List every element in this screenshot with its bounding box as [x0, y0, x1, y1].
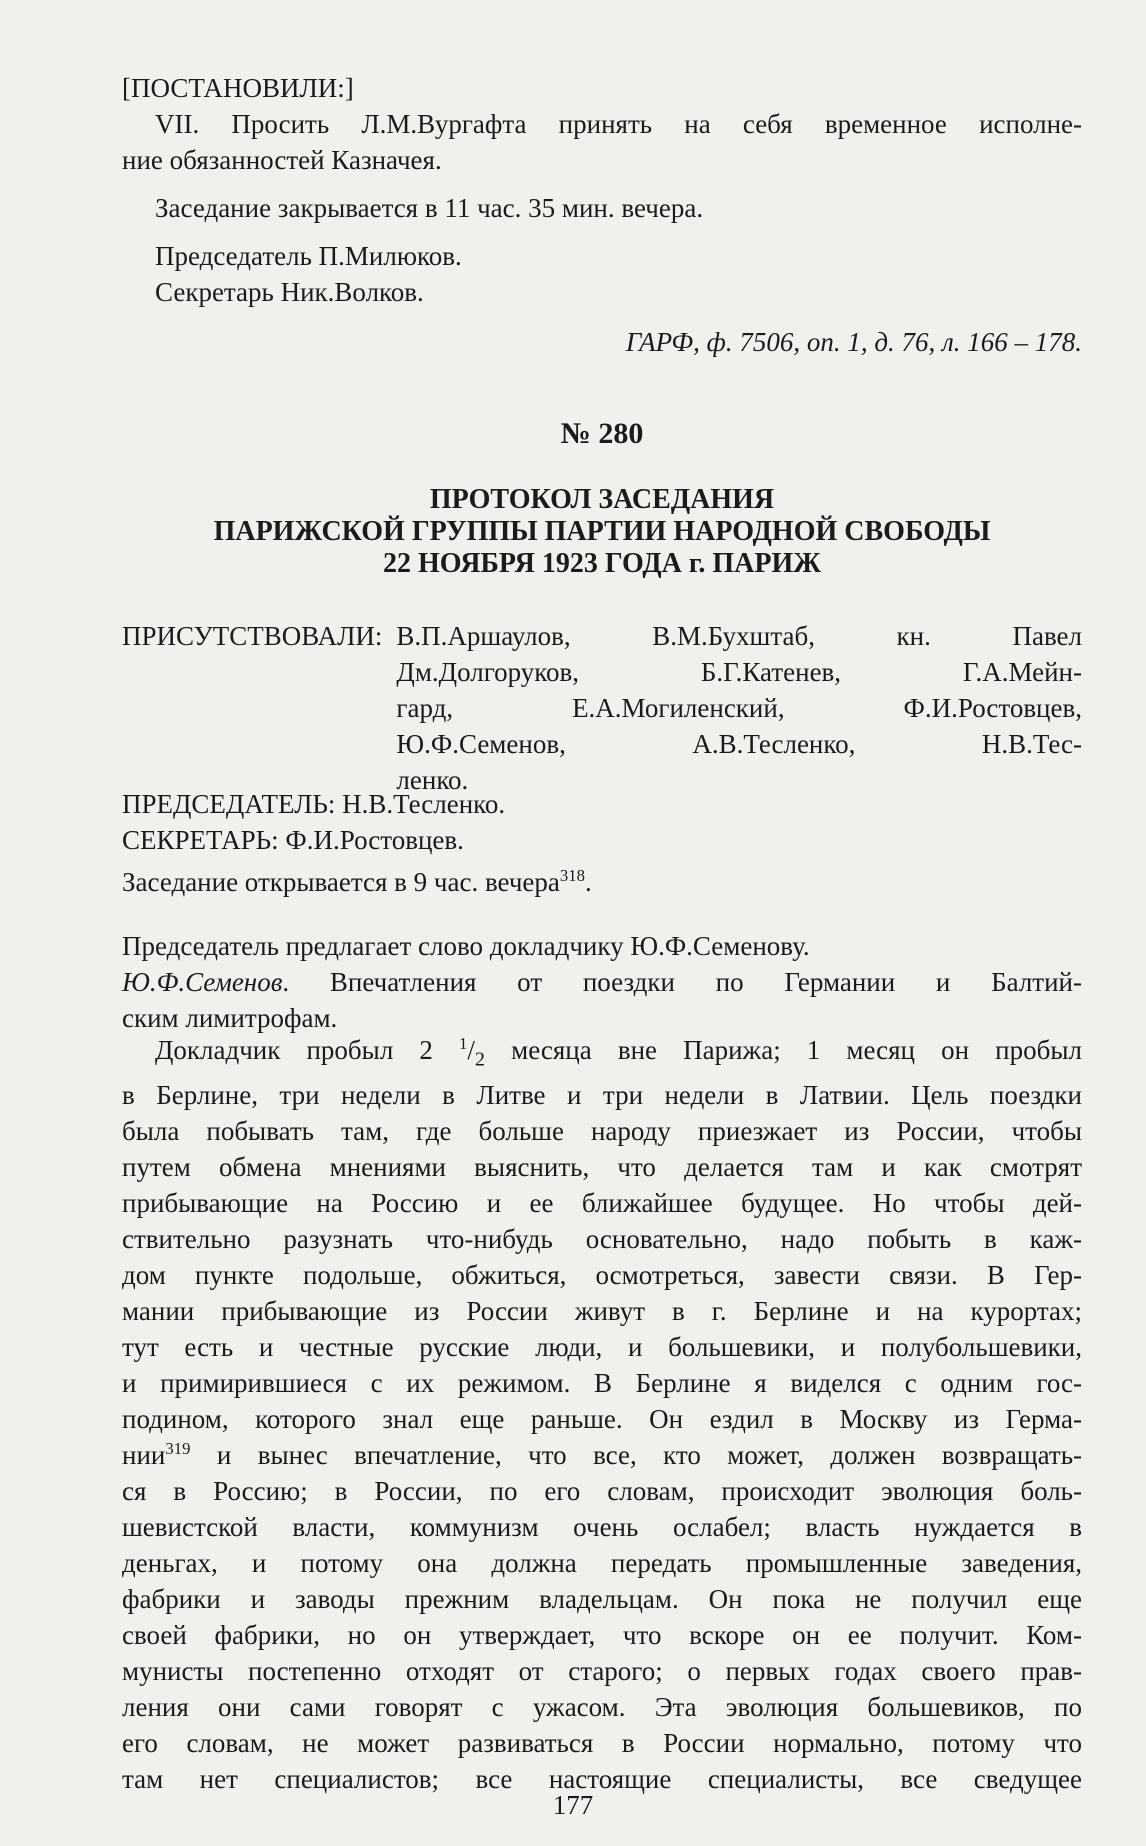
chair-line: ПРЕДСЕДАТЕЛЬ: Н.В.Тесленко.: [122, 789, 506, 819]
attendance-names-line: гард, Е.А.Могиленский, Ф.И.Ростовцев,: [396, 693, 1082, 723]
document-header: [122, 418, 1082, 580]
speaker-intro: Председатель предлагает слово докладчику Ю.Ф.Семенову.: [122, 931, 810, 961]
resolution-item-line: ние обязанностей Казначея.: [122, 145, 442, 175]
resolution-block: [122, 70, 1082, 360]
attendance-block: [122, 618, 1082, 798]
resolution-heading: [ПОСТАНОВИЛИ:]: [122, 73, 354, 103]
report-line: нии$^{319}$ и вынес впечатление, что все, кто может, должен возвращать-: [122, 1439, 1082, 1471]
archive-source: ГАРФ, ф. 7506, оп. 1, д. 76, л. 166 – 178.: [625, 327, 1082, 357]
document-number: № 280: [560, 417, 644, 450]
report-line: своей фабрики, но он утверждает, что вскоре он ее получит. Ком-: [122, 1620, 1082, 1651]
report-body: [122, 1032, 1082, 1797]
secretary-signature: Секретарь Ник.Волков.: [155, 277, 424, 307]
report-line: прибывающие на Россию и ее ближайшее будущее. Но чтобы дей-: [122, 1188, 1082, 1219]
speaker-block: [122, 928, 1082, 1036]
chairman-signature: Председатель П.Милюков.: [155, 241, 462, 271]
closing-statement: Заседание закрывается в 11 час. 35 мин. вечера.: [155, 193, 704, 223]
report-line: мании прибывающие из России живут в г. Берлине и на курортах;: [122, 1296, 1082, 1327]
report-line: фабрики и заводы прежним владельцам. Он пока не получил еще: [122, 1584, 1082, 1615]
report-line: его словам, не может развиваться в России нормально, потому что: [122, 1728, 1082, 1759]
secretary-line: СЕКРЕТАРЬ: Ф.И.Ростовцев.: [122, 825, 464, 855]
attendance-names-line: Дм.Долгоруков, Б.Г.Катенев, Г.А.Мейн-: [396, 657, 1082, 687]
report-line: дом пункте подольше, обжиться, осмотреться, завести связи. В Гер-: [122, 1260, 1082, 1291]
report-line: ся в Россию; в России, по его словам, происходит эволюция боль-: [122, 1476, 1082, 1507]
opening-line: Заседание открывается в 9 час. вечера$^{318}$.: [122, 866, 592, 897]
attendance-names-line: Ю.Ф.Семенов, А.В.Тесленко, Н.В.Тес-: [396, 729, 1082, 759]
report-line: деньгах, и потому она должна передать промышленные заведения,: [122, 1548, 1082, 1579]
speaker-topic-line: Ю.Ф.Семенов. Впечатления от поездки по Германии и Балтий-: [122, 967, 1082, 997]
document-title-line: ПАРИЖСКОЙ ГРУППЫ ПАРТИИ НАРОДНОЙ СВОБОДЫ: [213, 516, 991, 547]
report-line: подином, которого знал еще раньше. Он ездил в Москву из Герма-: [122, 1404, 1082, 1435]
report-line: ления они сами говорят с ужасом. Эта эволюция большевиков, по: [122, 1692, 1082, 1723]
report-line: была побывать там, где больше народу приезжает из России, чтобы: [122, 1116, 1082, 1147]
report-line: путем обмена мнениями выяснить, что делается там и как смотрят: [122, 1152, 1082, 1183]
report-line: в Берлине, три недели в Литве и три недели в Латвии. Цель поездки: [122, 1080, 1082, 1111]
footnote-ref: 319: [165, 1439, 191, 1459]
resolution-item-line: VII. Просить Л.М.Вургафта принять на себя временное исполне-: [155, 109, 1082, 139]
page-number: 177: [552, 1790, 594, 1820]
report-line: там нет специалистов; все настоящие специалисты, все сведущее: [122, 1764, 1082, 1795]
report-line: Докладчик пробыл 2 $^1/_2$ месяца вне Парижа; 1 месяц он пробыл: [155, 1034, 1082, 1071]
report-line: ствительно разузнать что-нибудь основательно, надо побыть в каж-: [122, 1224, 1082, 1255]
report-line: мунисты постепенно отходят от старого; о первых годах своего прав-: [122, 1656, 1082, 1687]
attendance-names: [396, 618, 1082, 798]
officers-block: [122, 786, 1082, 900]
speaker-topic-line: ским лимитрофам.: [122, 1003, 338, 1033]
document-title-line: 22 НОЯБРЯ 1923 ГОДА г. ПАРИЖ: [383, 548, 821, 579]
speaker-name: Ю.Ф.Семенов: [122, 967, 283, 997]
attendance-names-line: В.П.Аршаулов, В.М.Бухштаб, кн. Павел: [396, 621, 1082, 651]
attendance-label: ПРИСУТСТВОВАЛИ:: [122, 621, 383, 651]
report-line: и примирившиеся с их режимом. В Берлине я виделся с одним гос-: [122, 1368, 1082, 1399]
footnote-ref: 318: [559, 866, 586, 885]
report-line: шевистской власти, коммунизм очень ослабел; власть нуждается в: [122, 1512, 1082, 1543]
attendance-names-line: ленко.: [396, 765, 469, 795]
report-line: тут есть и честные русские люди, и большевики, и полубольшевики,: [122, 1332, 1082, 1363]
document-title-line: ПРОТОКОЛ ЗАСЕДАНИЯ: [429, 484, 775, 515]
